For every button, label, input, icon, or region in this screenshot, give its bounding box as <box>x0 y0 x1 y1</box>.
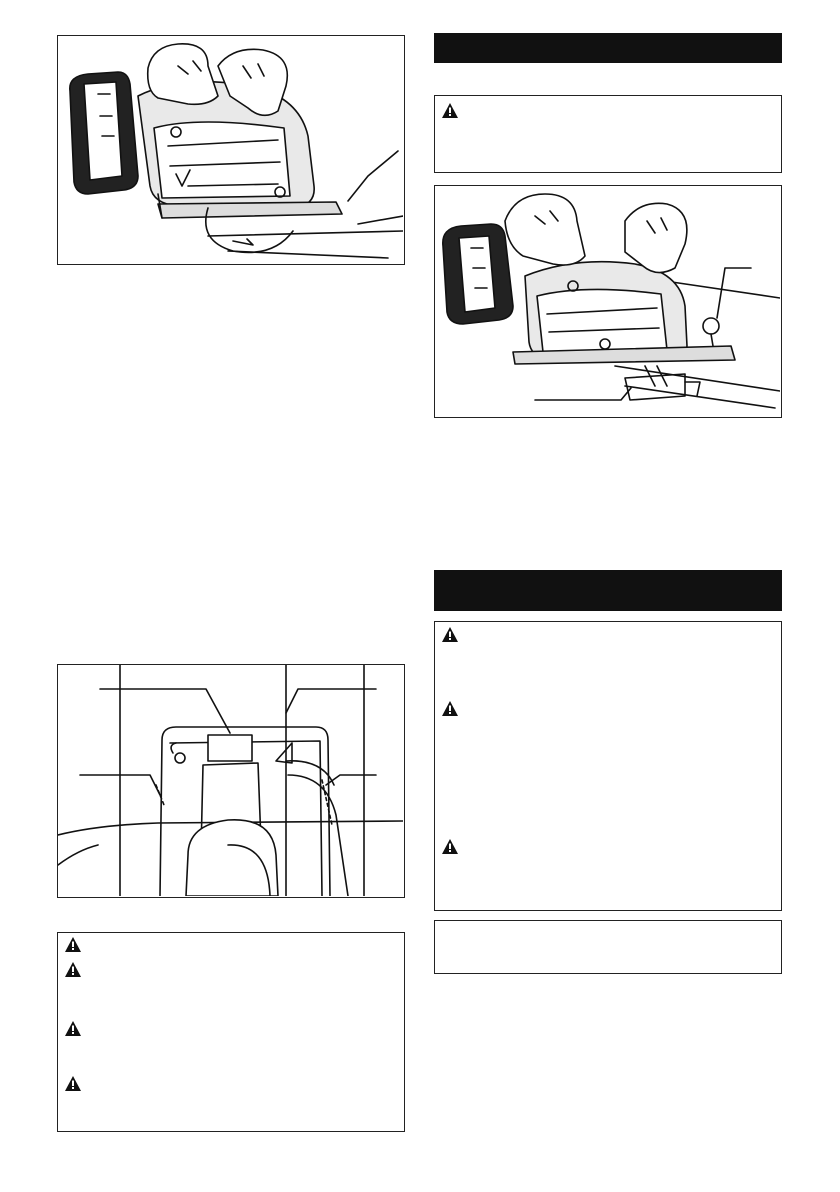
warning-triangle-icon <box>442 701 458 716</box>
warning-triangle-icon <box>65 937 81 952</box>
warning-triangle-icon <box>442 103 458 118</box>
section-header-bar-2 <box>434 570 782 611</box>
warning-triangle-icon <box>442 627 458 642</box>
note-box <box>434 920 782 974</box>
warning-box-left <box>57 932 405 1132</box>
warning-triangle-icon <box>65 1021 81 1036</box>
section-header-bar <box>434 33 782 63</box>
cropped-footer-text <box>0 1184 840 1192</box>
figure-base-closeup <box>57 664 405 898</box>
warning-box-right <box>434 621 782 911</box>
warning-triangle-icon <box>442 839 458 854</box>
guide-rule-illustration <box>435 186 780 416</box>
figure-guide-rule <box>434 185 782 418</box>
base-plate-closeup-illustration <box>58 665 403 896</box>
warning-triangle-icon <box>65 1076 81 1091</box>
figure-saw-cutting <box>57 35 405 265</box>
warning-triangle-icon <box>65 962 81 977</box>
circular-saw-illustration <box>58 36 403 263</box>
warning-box-guide-rule <box>434 95 782 173</box>
